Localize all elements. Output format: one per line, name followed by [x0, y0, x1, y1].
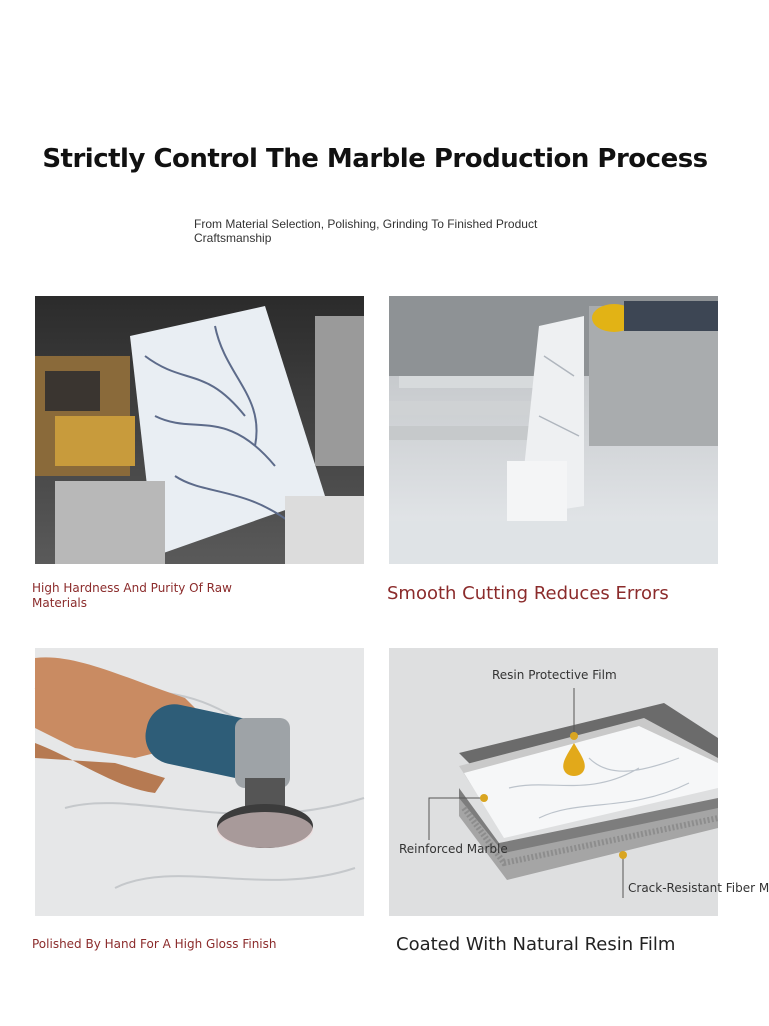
caption-smooth-cutting: Smooth Cutting Reduces Errors — [387, 583, 669, 604]
caption-raw-materials: High Hardness And Purity Of Raw Materials — [32, 581, 232, 610]
resin-film-label: Resin Protective Film — [492, 668, 617, 682]
caption-hand-polishing: Polished By Hand For A High Gloss Finish — [32, 937, 277, 951]
marble-block-quarry-photo — [35, 296, 364, 564]
resin-layer-diagram — [389, 648, 718, 916]
caption-resin-film: Coated With Natural Resin Film — [396, 934, 676, 955]
fiber-layer-label: Crack-Resistant Fiber M — [628, 881, 769, 895]
hand-polishing-photo — [35, 648, 364, 916]
marble-cutting-photo — [389, 296, 718, 564]
reinforced-marble-label: Reinforced Marble — [399, 842, 508, 856]
page-subtitle: From Material Selection, Polishing, Grinding To Finished Product Craftsmanship — [194, 217, 538, 245]
page-title: Strictly Control The Marble Production Process — [42, 144, 708, 174]
